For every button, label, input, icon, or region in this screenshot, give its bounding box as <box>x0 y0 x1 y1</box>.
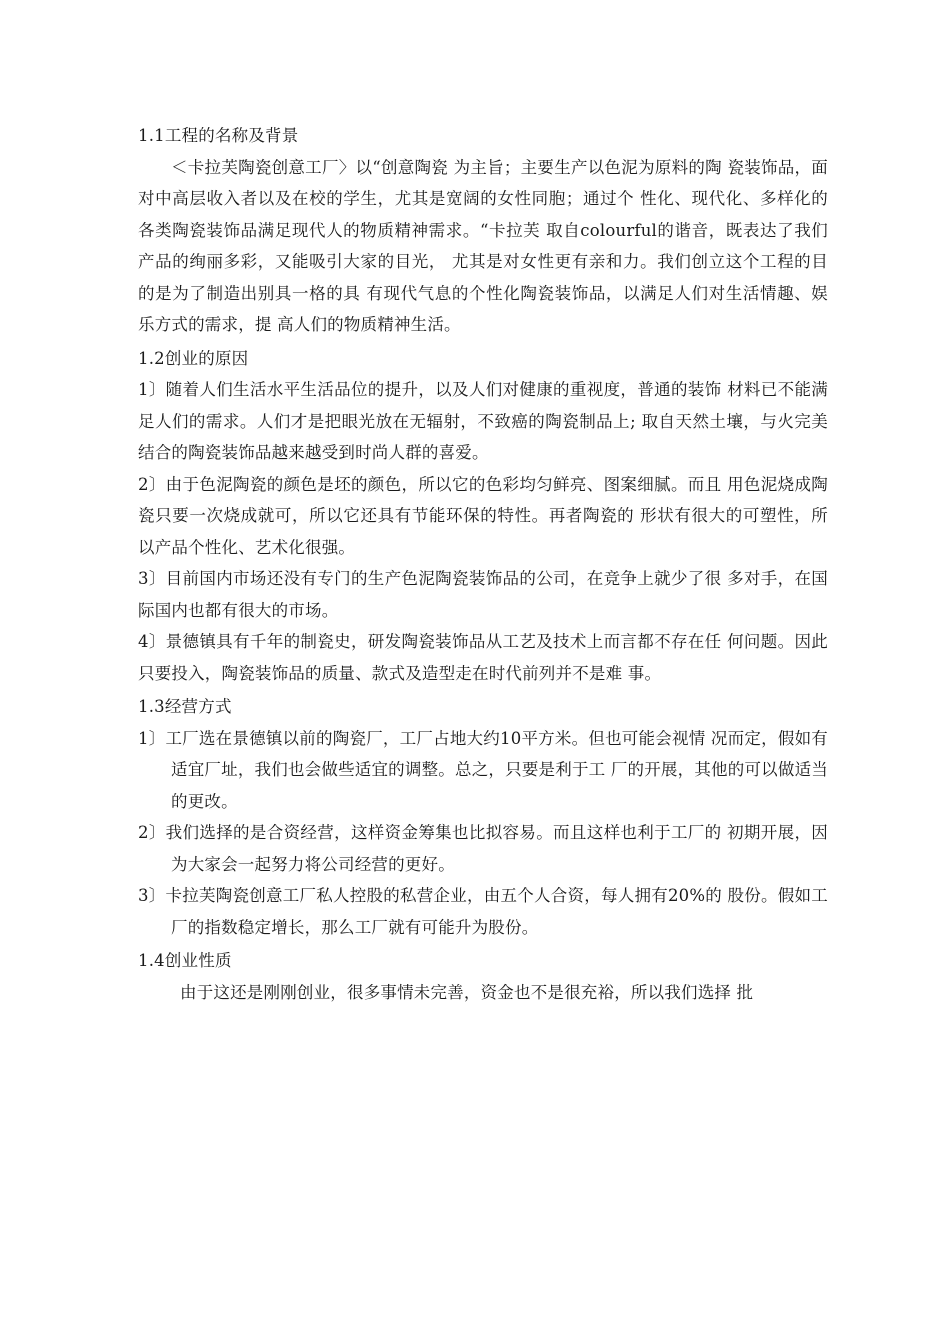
section-1-1-paragraph: ＜卡拉芙陶瓷创意工厂〉以“创意陶瓷 为主旨；主要生产以色泥为原料的陶 瓷装饰品，面对中高层收入者以及在校的学生，尤其是宽阔的女性同胞；通过个 性化、现代化、多样化的各类陶瓷装饰品满足现代人的物质精神需求。“卡拉芙 取自colourful的谐音，既表达了我们产品的绚丽多彩，又能吸引大家的目光， 尤其是对女性更有亲和力。我们创立这个工程的目的是为了制造出别具一格的具 有现代气息的个性化陶瓷装饰品，以满足人们对生活情趣、娱乐方式的需求，提 高人们的物质精神生活。 <box>138 157 828 334</box>
operation-item-3: 3〕卡拉芙陶瓷创意工厂私人控股的私营企业，由五个人合资，每人拥有20%的 股份。假如工厂的指数稳定增长，那么工厂就有可能升为股份。 <box>138 886 828 937</box>
reason-item-4: 4〕景德镇具有千年的制瓷史，研发陶瓷装饰品从工艺及技术上而言都不存在任 何问题。因此只要投入，陶瓷装饰品的质量、款式及造型走在时代前列并不是难 事。 <box>138 632 828 683</box>
section-heading-1-1: 1.1工程的名称及背景 <box>138 126 299 145</box>
operation-item-1: 1〕工厂选在景德镇以前的陶瓷厂，工厂占地大约10平方米。但也可能会视情 况而定，假如有适宜厂址，我们也会做些适宜的调整。总之，只要是利于工 厂的开展，其他的可以做适当的更改。 <box>138 728 828 811</box>
reason-item-1: 1〕随着人们生活水平生活品位的提升，以及人们对健康的重视度，普通的装饰 材料已不能满足人们的需求。人们才是把眼光放在无辐射，不致癌的陶瓷制品上; 取自天然土壤，与火完美结合的陶瓷装饰品越来越受到时尚人群的喜爱。 <box>138 380 828 462</box>
section-heading-1-2: 1.2创业的原因 <box>138 348 249 368</box>
section-heading-1-4: 1.4创业性质 <box>138 951 232 970</box>
reason-item-3: 3〕目前国内市场还没有专门的生产色泥陶瓷装饰品的公司，在竞争上就少了很 多对手，在国际国内也都有很大的市场。 <box>138 569 828 620</box>
reason-item-2: 2〕由于色泥陶瓷的颜色是坯的颜色，所以它的色彩均匀鲜亮、图案细腻。而且 用色泥烧成陶瓷只要一次烧成就可，所以它还具有节能环保的特性。再者陶瓷的 形状有很大的可塑性，所以产品个性化、艺术化很强。 <box>138 474 828 557</box>
document-body <box>138 118 828 1008</box>
section-1-4-paragraph: 由于这还是刚刚创业，很多事情未完善，资金也不是很充裕，所以我们选择 批 <box>180 982 754 1002</box>
operation-item-2: 2〕我们选择的是合资经营，这样资金筹集也比拟容易。而且这样也利于工厂的 初期开展，因为大家会一起努力将公司经营的更好。 <box>138 823 828 874</box>
section-heading-1-3: 1.3经营方式 <box>138 697 232 716</box>
